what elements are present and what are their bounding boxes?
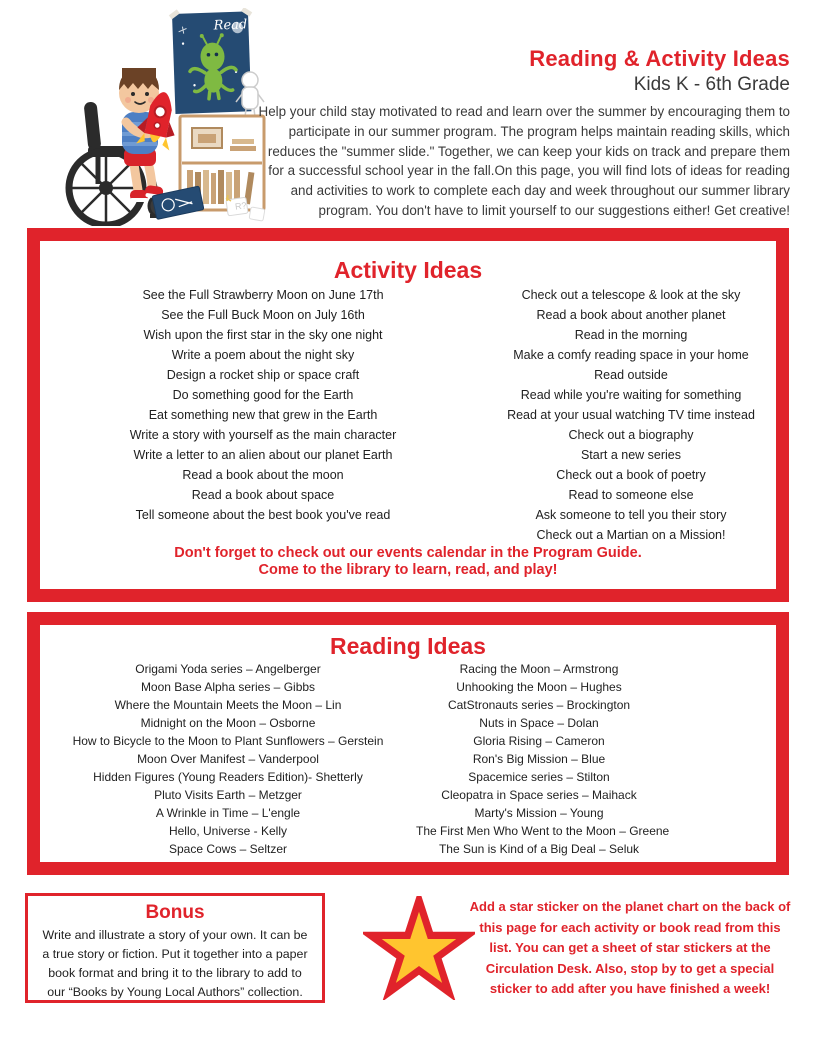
poster-read-text: Read (213, 17, 248, 34)
activity-columns (40, 285, 776, 545)
reading-item: Ron's Big Mission – Blue (472, 752, 606, 766)
activity-item: Read at your usual watching TV time instead (507, 408, 755, 422)
reading-item: Unhooking the Moon – Hughes (456, 680, 622, 694)
reading-item: Cleopatra in Space series – Maihack (441, 788, 637, 802)
activity-item: Read a book about another planet (536, 308, 726, 322)
reading-right-column (416, 660, 670, 858)
reading-left-column (40, 660, 416, 858)
activity-item: Read in the morning (574, 328, 688, 342)
activity-item: Wish upon the first star in the sky one night (143, 328, 383, 342)
reading-item: Racing the Moon – Armstrong (459, 662, 619, 676)
reading-item: Where the Mountain Meets the Moon – Lin (114, 698, 342, 712)
boy-wheelchair-rocket-illustration (30, 8, 270, 226)
reading-columns (40, 660, 776, 858)
intro-paragraph: Help your child stay motivated to read and learn over the summer by encouraging them to participate in our summer program. The program helps maintain reading skills, which reduces the "summer slide." Together, we can keep your kids on track and prepare them for a successful school year in the fall.On this page, you will find lots of ideas for reading and activities to work to complete each day and week throughout our summer library program. You don't have to limit yourself to our suggestions either! Get creative! (258, 104, 790, 218)
activity-item: Ask someone to tell you their story (535, 508, 727, 522)
activity-item: Check out a Martian on a Mission! (536, 528, 726, 542)
activity-item: Read while you're waiting for something (520, 388, 742, 402)
activity-right-column (486, 285, 776, 545)
reading-item: Pluto Visits Earth – Metzger (154, 788, 302, 802)
activity-ideas-title: Activity Ideas (333, 257, 483, 283)
activity-item: Write a story with yourself as the main character (129, 428, 397, 442)
bonus-text: Write and illustrate a story of your own. It can be a true story or fiction. Put it together into a paper book format and bring it to the library to add to our “Books by Young Local Authors” collection. (42, 928, 308, 999)
activity-item: Read a book about space (191, 488, 335, 502)
reading-item: Space Cows – Seltzer (168, 842, 288, 856)
activity-item: Read to someone else (568, 488, 694, 502)
activity-item: Check out a biography (568, 428, 694, 442)
reading-item: A Wrinkle in Time – L'engle (155, 806, 301, 820)
svg-text:R?: R? (234, 200, 248, 212)
page-title: Reading & Activity Ideas (529, 46, 790, 71)
reading-item: Origami Yoda series – Angelberger (135, 662, 321, 676)
activity-item: Tell someone about the best book you've read (135, 508, 391, 522)
reading-item: CatStronauts series – Brockington (447, 698, 631, 712)
reading-item: Gloria Rising – Cameron (473, 734, 605, 748)
reading-item: The Sun is Kind of a Big Deal – Seluk (438, 842, 640, 856)
activity-item: Do something good for the Earth (172, 388, 354, 402)
activity-item: Design a rocket ship or space craft (166, 368, 360, 382)
activity-item: Write a poem about the night sky (171, 348, 355, 362)
reading-item: Nuts in Space – Dolan (479, 716, 599, 730)
reading-item: Hello, Universe - Kelly (168, 824, 288, 838)
star-icon (363, 896, 475, 1000)
activity-item: Check out a telescope & look at the sky (521, 288, 741, 302)
activity-item: Start a new series (580, 448, 682, 462)
events-calendar-note (40, 545, 776, 579)
activity-item: Write a letter to an alien about our planet Earth (133, 448, 393, 462)
reading-ideas-box (27, 612, 789, 875)
reading-item: The First Men Who Went to the Moon – Greene (416, 824, 670, 838)
page-header (255, 46, 790, 221)
events-calendar-note-line1: Don't forget to check out our events calendar in the Program Guide. (174, 545, 642, 561)
activity-left-column (40, 285, 486, 545)
activity-item: Read outside (594, 368, 668, 382)
reading-item: Hidden Figures (Young Readers Edition)- Shetterly (93, 770, 363, 784)
activity-item: Read a book about the moon (182, 468, 344, 482)
activity-item: Make a comfy reading space in your home (513, 348, 749, 362)
activity-item: See the Full Buck Moon on July 16th (161, 308, 365, 322)
page-subtitle: Kids K - 6th Grade (633, 74, 790, 95)
bonus-box (25, 893, 325, 1003)
reading-item: Moon Over Manifest – Vanderpool (137, 752, 319, 766)
reading-ideas-title: Reading Ideas (330, 633, 486, 659)
activity-item: See the Full Strawberry Moon on June 17th (142, 288, 384, 302)
reading-item: Moon Base Alpha series – Gibbs (140, 680, 316, 694)
reading-item: Marty's Mission – Young (474, 806, 604, 820)
bonus-title: Bonus (145, 902, 205, 923)
activity-item: Check out a book of poetry (556, 468, 706, 482)
reading-item: Spacemice series – Stilton (468, 770, 610, 784)
reading-item: How to Bicycle to the Moon to Plant Sunflowers – Gerstein (72, 734, 384, 748)
activity-item: Eat something new that grew in the Earth (148, 408, 378, 422)
events-calendar-note-line2: Come to the library to learn, read, and play! (258, 562, 558, 578)
reading-item: Midnight on the Moon – Osborne (140, 716, 316, 730)
activity-ideas-box (27, 228, 789, 602)
sticker-note: Add a star sticker on the planet chart on the back of this page for each activity or book read from this list. You can get a sheet of star stickers at the Circulation Desk. Also, stop by to get a special sticker to add after you have finished a week! (469, 899, 791, 997)
